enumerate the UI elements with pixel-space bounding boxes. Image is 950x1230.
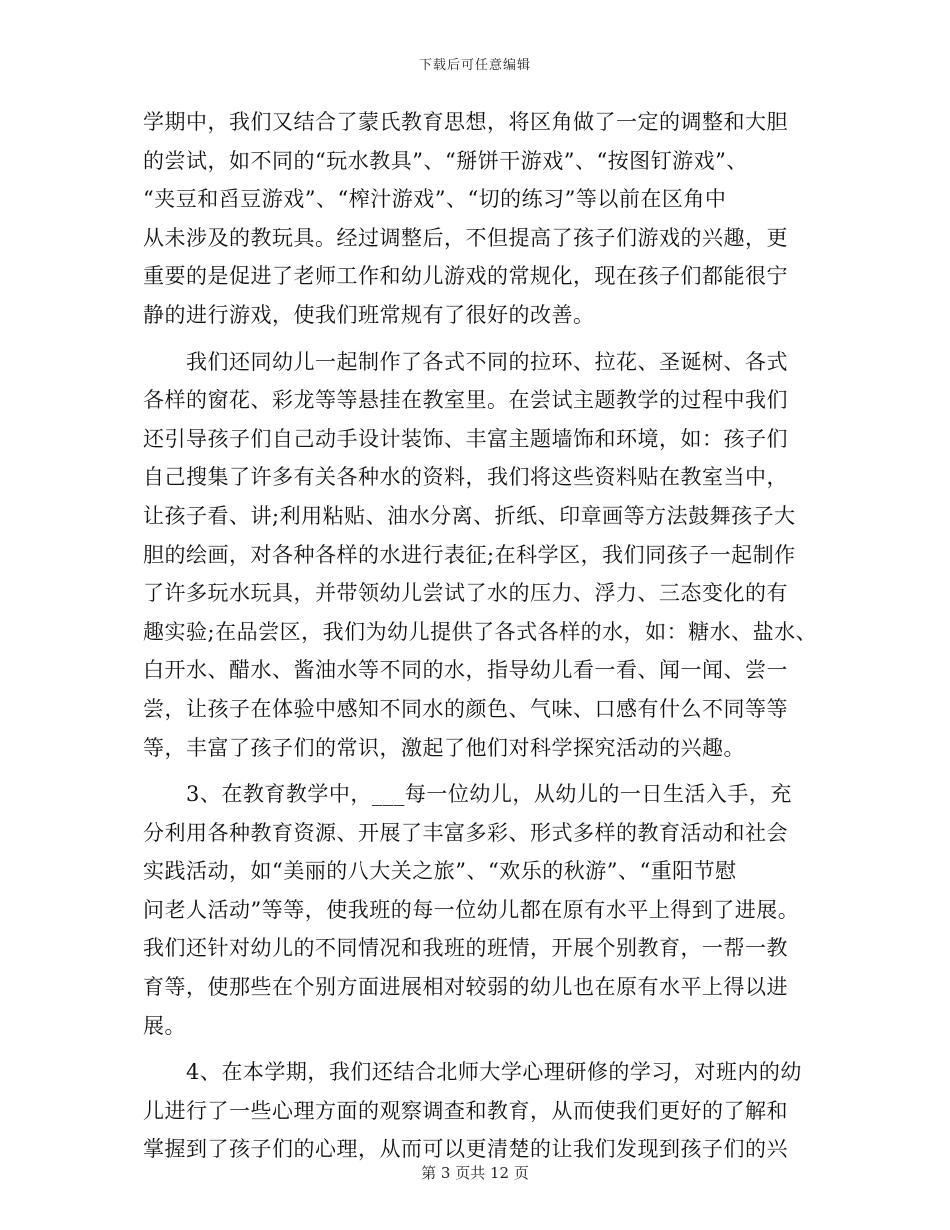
paragraph-2-line-10: 尝，让孩子在体验中感知不同水的颜色、气味、口感有什么不同等等 <box>143 696 788 721</box>
paragraph-3-line-7: 展。 <box>143 1013 186 1038</box>
page-footer: 第 3 页共 12 页 <box>421 1164 529 1182</box>
paragraph-3-line-2: 分利用各种教育资源、开展了丰富多彩、形式多样的教育活动和社会 <box>143 820 788 845</box>
paragraph-4-line-3: 掌握到了孩子们的心理，从而可以更清楚的让我们发现到孩子们的兴 <box>143 1137 788 1162</box>
paragraph-2-line-1: 我们还同幼儿一起制作了各式不同的拉环、拉花、圣诞树、各式 <box>143 349 788 374</box>
paragraph-3-line-1: 3、在教育教学中，___每一位幼儿，从幼儿的一日生活入手，充 <box>143 782 792 807</box>
paragraph-3-line-3: 实践活动，如“美丽的八大关之旅”、“欢乐的秋游”、“重阳节慰 <box>143 859 737 884</box>
paragraph-3-line-5: 我们还针对幼儿的不同情况和我班的班情，开展个别教育，一帮一教 <box>143 936 788 961</box>
page-header: 下载后可任意编辑 <box>418 58 531 73</box>
paragraph-2-line-6: 胆的绘画，对各种各样的水进行表征;在科学区，我们同孩子一起制作 <box>143 542 796 567</box>
paragraph-2-line-3: 还引导孩子们自己动手设计装饰、丰富主题墙饰和环境，如：孩子们 <box>143 426 788 451</box>
paragraph-2-line-5: 让孩子看、讲;利用粘贴、油水分离、折纸、印章画等方法鼓舞孩子大 <box>143 503 796 528</box>
paragraph-4-line-2: 儿进行了一些心理方面的观察调查和教育，从而使我们更好的了解和 <box>143 1098 788 1123</box>
paragraph-1-line-1: 学期中，我们又结合了蒙氏教育思想，将区角做了一定的调整和大胆 <box>143 110 788 134</box>
paragraph-2-line-7: 了许多玩水玩具，并带领幼儿尝试了水的压力、浮力、三态变化的有 <box>143 581 788 606</box>
paragraph-2-line-2: 各样的窗花、彩龙等等悬挂在教室里。在尝试主题教学的过程中我们 <box>143 388 788 413</box>
paragraph-1-line-3: “夹豆和舀豆游戏”、“榨汁游戏”、“切的练习”等以前在区角中 <box>143 187 727 212</box>
paragraph-2-line-4: 自己搜集了许多有关各种水的资料，我们将这些资料贴在教室当中， <box>143 465 788 490</box>
paragraph-2-line-11: 等，丰富了孩子们的常识，激起了他们对科学探究活动的兴趣。 <box>143 735 745 760</box>
document-body <box>143 103 823 1169</box>
paragraph-1-line-6: 静的进行游戏，使我们班常规有了很好的改善。 <box>143 302 595 327</box>
paragraph-2-line-9: 白开水、醋水、酱油水等不同的水，指导幼儿看一看、闻一闻、尝一 <box>143 658 788 683</box>
paragraph-1-line-5: 重要的是促进了老师工作和幼儿游戏的常规化，现在孩子们都能很宁 <box>143 264 788 289</box>
paragraph-3-line-6: 育等，使那些在个别方面进展相对较弱的幼儿也在原有水平上得以进 <box>143 975 788 1000</box>
paragraph-1-line-4: 从未涉及的教玩具。经过调整后，不但提高了孩子们游戏的兴趣，更 <box>143 225 788 250</box>
paragraph-3-line-4: 问老人活动”等等，使我班的每一位幼儿都在原有水平上得到了进展。 <box>143 897 800 922</box>
paragraph-1-line-2: 的尝试，如不同的“玩水教具”、“掰饼干游戏”、“按图钉游戏”、 <box>143 148 748 173</box>
paragraph-2-line-8: 趣实验;在品尝区，我们为幼儿提供了各式各样的水，如：糖水、盐水、 <box>143 619 818 644</box>
paragraph-4-line-1: 4、在本学期，我们还结合北师大学心理研修的学习，对班内的幼 <box>143 1060 802 1085</box>
